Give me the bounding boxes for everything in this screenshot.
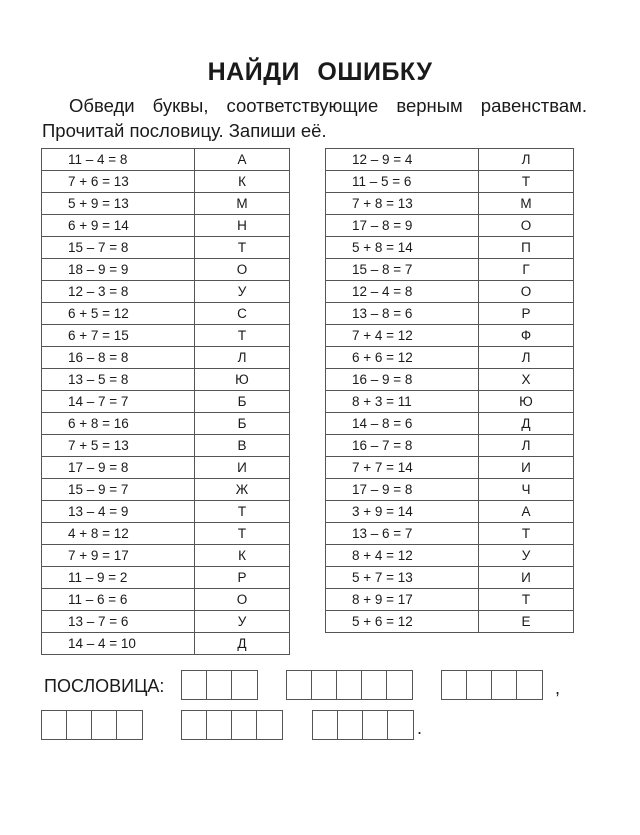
equation-row [326, 523, 574, 545]
answer-cell[interactable] [92, 711, 117, 739]
equation-row [42, 501, 290, 523]
equation-row [326, 259, 574, 281]
equation-row [326, 149, 574, 171]
answer-cell[interactable] [312, 671, 337, 699]
letter-cell[interactable]: Ю [479, 391, 574, 413]
letter-cell[interactable]: У [195, 281, 290, 303]
letter-cell[interactable]: Т [195, 237, 290, 259]
equation-cell: 13 – 7 = 6 [42, 611, 195, 633]
equation-cell: 7 + 7 = 14 [326, 457, 479, 479]
equation-cell: 8 + 9 = 17 [326, 589, 479, 611]
equation-cell: 11 – 9 = 2 [42, 567, 195, 589]
equation-row [326, 369, 574, 391]
letter-cell[interactable]: У [479, 545, 574, 567]
answer-word-2[interactable] [286, 670, 413, 700]
equation-row [326, 193, 574, 215]
equation-row [42, 237, 290, 259]
answer-cell[interactable] [182, 711, 207, 739]
answer-cell[interactable] [517, 671, 542, 699]
equation-cell: 6 + 8 = 16 [42, 413, 195, 435]
letter-cell[interactable]: Р [195, 567, 290, 589]
answer-cell[interactable] [232, 711, 257, 739]
letter-cell[interactable]: Д [479, 413, 574, 435]
equation-row [326, 567, 574, 589]
equation-row [42, 215, 290, 237]
equation-cell: 5 + 7 = 13 [326, 567, 479, 589]
equation-row [326, 611, 574, 633]
letter-cell[interactable]: М [195, 193, 290, 215]
equation-row [42, 391, 290, 413]
answer-cell[interactable] [42, 711, 67, 739]
equation-cell: 17 – 8 = 9 [326, 215, 479, 237]
answer-word-6[interactable] [312, 710, 414, 740]
letter-cell[interactable]: О [479, 215, 574, 237]
equation-row [42, 413, 290, 435]
letter-cell[interactable]: О [195, 259, 290, 281]
equation-cell: 7 + 8 = 13 [326, 193, 479, 215]
answer-cell[interactable] [182, 671, 207, 699]
right-equations-table [325, 148, 574, 633]
answer-cell[interactable] [387, 671, 412, 699]
equation-row [42, 193, 290, 215]
equation-row [326, 501, 574, 523]
equation-row [42, 523, 290, 545]
letter-cell[interactable]: Т [195, 501, 290, 523]
equation-row [326, 413, 574, 435]
letter-cell[interactable]: Ч [479, 479, 574, 501]
proverb-comma: , [555, 678, 561, 698]
letter-cell[interactable]: У [195, 611, 290, 633]
letter-cell[interactable]: И [195, 457, 290, 479]
letter-cell[interactable]: Т [195, 523, 290, 545]
letter-cell[interactable]: Т [479, 171, 574, 193]
equation-row [326, 215, 574, 237]
answer-cell[interactable] [232, 671, 257, 699]
letter-cell[interactable]: Д [195, 633, 290, 655]
answer-word-1[interactable] [181, 670, 258, 700]
answer-cell[interactable] [207, 671, 232, 699]
equation-cell: 7 + 4 = 12 [326, 325, 479, 347]
equation-cell: 13 – 8 = 6 [326, 303, 479, 325]
instructions-line-1: Обведи буквы, соответствующие верным равенствам. [69, 95, 587, 116]
equation-cell: 16 – 9 = 8 [326, 369, 479, 391]
answer-cell[interactable] [388, 711, 413, 739]
letter-cell[interactable]: Т [195, 325, 290, 347]
letter-cell[interactable]: Л [479, 435, 574, 457]
equation-row [326, 171, 574, 193]
letter-cell[interactable]: Л [479, 149, 574, 171]
letter-cell[interactable]: Л [195, 347, 290, 369]
letter-cell[interactable]: И [479, 457, 574, 479]
answer-cell[interactable] [207, 711, 232, 739]
letter-cell[interactable]: Т [479, 589, 574, 611]
equation-cell: 13 – 5 = 8 [42, 369, 195, 391]
equation-cell: 12 – 9 = 4 [326, 149, 479, 171]
equation-cell: 7 + 5 = 13 [42, 435, 195, 457]
equation-row [326, 237, 574, 259]
proverb-period: . [417, 718, 423, 738]
answer-cell[interactable] [117, 711, 142, 739]
equation-row [42, 347, 290, 369]
letter-cell[interactable]: Б [195, 413, 290, 435]
equation-cell: 5 + 6 = 12 [326, 611, 479, 633]
equation-row [42, 435, 290, 457]
answer-cell[interactable] [362, 671, 387, 699]
answer-word-3[interactable] [441, 670, 543, 700]
instructions [42, 93, 587, 143]
equation-cell: 4 + 8 = 12 [42, 523, 195, 545]
instructions-line-2: Прочитай пословицу. Запиши её. [42, 120, 327, 141]
letter-cell[interactable]: Х [479, 369, 574, 391]
letter-cell[interactable]: Т [479, 523, 574, 545]
answer-cell[interactable] [467, 671, 492, 699]
equation-cell: 14 – 7 = 7 [42, 391, 195, 413]
letter-cell[interactable]: Н [195, 215, 290, 237]
equation-cell: 16 – 8 = 8 [42, 347, 195, 369]
equation-row [42, 479, 290, 501]
equation-row [326, 347, 574, 369]
equation-cell: 8 + 3 = 11 [326, 391, 479, 413]
answer-cell[interactable] [338, 711, 363, 739]
equation-row [42, 545, 290, 567]
equation-row [326, 303, 574, 325]
answer-cell[interactable] [287, 671, 312, 699]
proverb-label: ПОСЛОВИЦА: [44, 676, 165, 696]
equation-row [42, 303, 290, 325]
equation-row [42, 457, 290, 479]
answer-cell[interactable] [492, 671, 517, 699]
equation-cell: 11 – 6 = 6 [42, 589, 195, 611]
answer-cell[interactable] [313, 711, 338, 739]
equation-cell: 5 + 8 = 14 [326, 237, 479, 259]
equation-row [42, 259, 290, 281]
letter-cell[interactable]: О [195, 589, 290, 611]
letter-cell[interactable]: Г [479, 259, 574, 281]
page-title: НАЙДИ ОШИБКУ [207, 58, 433, 86]
equation-row [326, 545, 574, 567]
letter-cell[interactable]: С [195, 303, 290, 325]
equation-row [326, 391, 574, 413]
letter-cell[interactable]: Р [479, 303, 574, 325]
equation-row [326, 435, 574, 457]
equation-cell: 11 – 5 = 6 [326, 171, 479, 193]
equation-row [42, 325, 290, 347]
equation-row [42, 589, 290, 611]
equation-cell: 7 + 9 = 17 [42, 545, 195, 567]
equation-cell: 17 – 9 = 8 [326, 479, 479, 501]
answer-cell[interactable] [257, 711, 282, 739]
equation-cell: 6 + 7 = 15 [42, 325, 195, 347]
letter-cell[interactable]: О [479, 281, 574, 303]
equation-cell: 17 – 9 = 8 [42, 457, 195, 479]
equation-cell: 12 – 4 = 8 [326, 281, 479, 303]
equation-cell: 11 – 4 = 8 [42, 149, 195, 171]
equation-cell: 14 – 4 = 10 [42, 633, 195, 655]
equation-row [326, 589, 574, 611]
equation-cell: 18 – 9 = 9 [42, 259, 195, 281]
equation-cell: 6 + 5 = 12 [42, 303, 195, 325]
equation-row [42, 567, 290, 589]
letter-cell[interactable]: К [195, 545, 290, 567]
equation-cell: 5 + 9 = 13 [42, 193, 195, 215]
equation-row [326, 325, 574, 347]
letter-cell[interactable]: В [195, 435, 290, 457]
letter-cell[interactable]: А [195, 149, 290, 171]
equation-cell: 3 + 9 = 14 [326, 501, 479, 523]
answer-cell[interactable] [442, 671, 467, 699]
answer-cell[interactable] [363, 711, 388, 739]
equation-cell: 13 – 6 = 7 [326, 523, 479, 545]
letter-cell[interactable]: Л [479, 347, 574, 369]
equation-cell: 15 – 7 = 8 [42, 237, 195, 259]
letter-cell[interactable]: Е [479, 611, 574, 633]
equation-row [42, 171, 290, 193]
equation-cell: 8 + 4 = 12 [326, 545, 479, 567]
equation-row [326, 457, 574, 479]
letter-cell[interactable]: И [479, 567, 574, 589]
answer-word-4[interactable] [41, 710, 143, 740]
letter-cell[interactable]: Ф [479, 325, 574, 347]
equation-cell: 6 + 6 = 12 [326, 347, 479, 369]
equation-cell: 15 – 8 = 7 [326, 259, 479, 281]
equation-cell: 15 – 9 = 7 [42, 479, 195, 501]
letter-cell[interactable]: К [195, 171, 290, 193]
answer-word-5[interactable] [181, 710, 283, 740]
equation-cell: 13 – 4 = 9 [42, 501, 195, 523]
letter-cell[interactable]: Б [195, 391, 290, 413]
letter-cell[interactable]: Ж [195, 479, 290, 501]
equation-cell: 12 – 3 = 8 [42, 281, 195, 303]
letter-cell[interactable]: П [479, 237, 574, 259]
equation-cell: 7 + 6 = 13 [42, 171, 195, 193]
equation-row [42, 149, 290, 171]
answer-cell[interactable] [67, 711, 92, 739]
equation-cell: 14 – 8 = 6 [326, 413, 479, 435]
equation-row [42, 633, 290, 655]
equation-cell: 16 – 7 = 8 [326, 435, 479, 457]
answer-cell[interactable] [337, 671, 362, 699]
equation-cell: 6 + 9 = 14 [42, 215, 195, 237]
equation-row [42, 611, 290, 633]
equation-row [326, 479, 574, 501]
equation-row [42, 369, 290, 391]
left-equations-table [41, 148, 290, 655]
letter-cell[interactable]: Ю [195, 369, 290, 391]
letter-cell[interactable]: А [479, 501, 574, 523]
equation-row [42, 281, 290, 303]
equation-row [326, 281, 574, 303]
letter-cell[interactable]: М [479, 193, 574, 215]
